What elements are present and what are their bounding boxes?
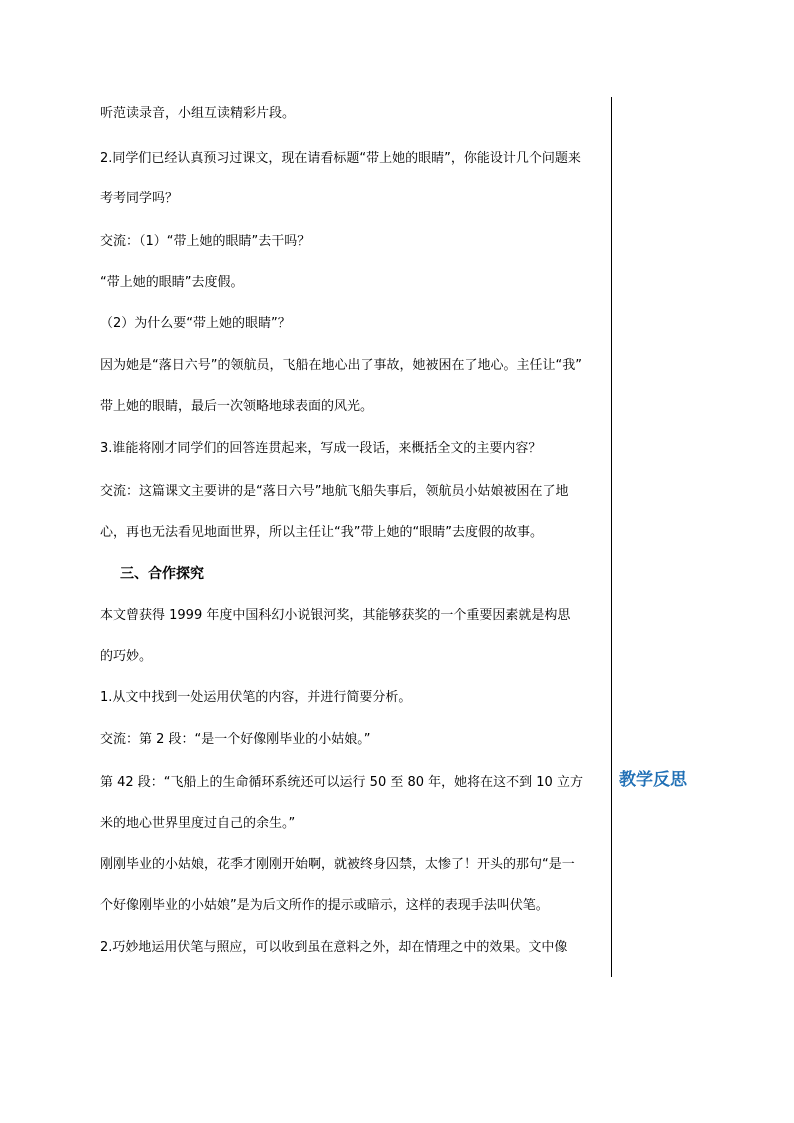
text-line: “带上她的眼睛”去度假。 bbox=[100, 275, 244, 290]
text-line: 的巧妙。 bbox=[100, 649, 153, 664]
text-line: 2.巧妙地运用伏笔与照应，可以收到虽在意料之外，却在情理之中的效果。文中像 bbox=[100, 940, 568, 955]
text-line: 3.谁能将刚才同学们的回答连贯起来，写成一段话，来概括全文的主要内容？ bbox=[100, 441, 542, 456]
text-line: 心，再也无法看见地面世界，所以主任让“我”带上她的“眼睛”去度假的故事。 bbox=[100, 525, 543, 540]
text-line: 个好像刚毕业的小姑娘”是为后文所作的提示或暗示，这样的表现手法叫伏笔。 bbox=[100, 898, 549, 913]
text-line: 第 42 段：“飞船上的生命循环系统还可以运行 50 至 80 年，她将在这不到 10 立方 bbox=[100, 775, 583, 790]
text-line: 考考同学吗？ bbox=[100, 191, 179, 206]
text-line: 刚刚毕业的小姑娘，花季才刚刚开始啊，就被终身囚禁，太惨了！开头的那句“是一 bbox=[100, 857, 575, 872]
text-line: 米的地心世界里度过自己的余生。” bbox=[100, 816, 296, 831]
text-line: 听范读录音，小组互读精彩片段。 bbox=[100, 106, 296, 121]
teaching-reflection-label: 教学反思 bbox=[619, 770, 687, 790]
section-heading: 三、合作探究 bbox=[120, 566, 204, 582]
text-line: 本文曾获得 1999 年度中国科幻小说银河奖，其能够获奖的一个重要因素就是构思 bbox=[100, 608, 571, 623]
text-line: 1.从文中找到一处运用伏笔的内容，并进行简要分析。 bbox=[100, 690, 412, 705]
text-line: 交流：第 2 段：“是一个好像刚毕业的小姑娘。” bbox=[100, 732, 371, 747]
text-line: 带上她的眼睛，最后一次领略地球表面的风光。 bbox=[100, 399, 374, 414]
text-line: 交流：这篇课文主要讲的是“落日六号”地航飞船失事后，领航员小姑娘被困在了地 bbox=[100, 484, 569, 499]
text-line: 交流：（1）“带上她的眼睛”去干吗？ bbox=[100, 234, 311, 249]
text-line: （2）为什么要“带上她的眼睛”？ bbox=[100, 316, 291, 331]
text-line: 因为她是“落日六号”的领航员，飞船在地心出了事故，她被困在了地心。主任让“我” bbox=[100, 358, 582, 373]
text-line: 2.同学们已经认真预习过课文，现在请看标题“带上她的眼睛”，你能设计几个问题来 bbox=[100, 151, 581, 166]
column-divider bbox=[611, 97, 612, 977]
